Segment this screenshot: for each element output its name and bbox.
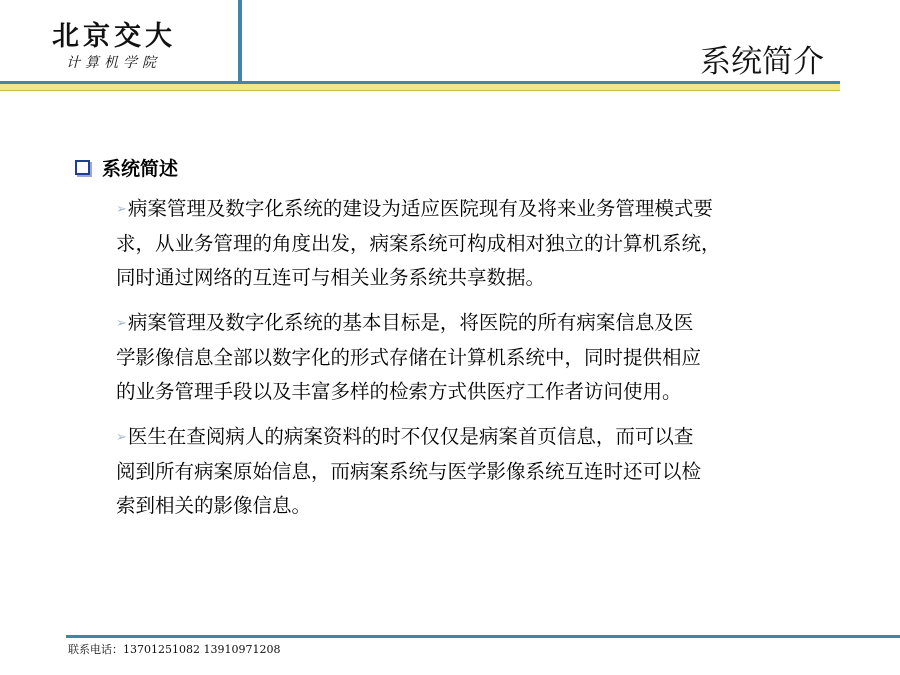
hollow-square-icon [75, 160, 90, 175]
paragraph [116, 192, 806, 295]
paragraph-line-text: 病案管理及数字化系统的基本目标是，将医院的所有病案信息及医 [127, 311, 694, 334]
header-divider-vertical [238, 0, 242, 82]
footer-divider [66, 635, 900, 638]
paragraph-line: 求，从业务管理的角度出发，病案系统可构成相对独立的计算机系统， [116, 232, 721, 255]
paragraph-line [116, 192, 806, 227]
paragraph-line: 阅到所有病案原始信息，而病案系统与医学影像系统互连时还可以检 [116, 460, 702, 483]
paragraph [116, 306, 806, 409]
section-heading: 系统简述 [102, 158, 179, 180]
paragraph [116, 420, 806, 523]
paragraph-line [116, 420, 806, 455]
paragraph-line-text: 医生在查阅病人的病案资料的时不仅仅是病案首页信息，而可以查 [127, 425, 694, 448]
footer-contact: 联系电话：13701251082 13910971208 [68, 643, 281, 656]
logo-subtitle: 计算机学院 [66, 55, 161, 71]
slide-title: 系统简介 [700, 44, 824, 80]
arrow-bullet-icon: ➢ [116, 202, 127, 217]
arrow-bullet-icon: ➢ [116, 430, 127, 445]
logo-title: 北京交大 [52, 21, 176, 52]
paragraph-line: 索到相关的影像信息。 [116, 494, 312, 517]
paragraph-line: 学影像信息全部以数字化的形式存储在计算机系统中，同时提供相应 [116, 346, 702, 369]
paragraph-line-text: 病案管理及数字化系统的建设为适应医院现有及将来业务管理模式要 [127, 197, 713, 220]
paragraph-line: 的业务管理手段以及丰富多样的检索方式供医疗工作者访问使用。 [116, 380, 682, 403]
header-divider-yellow [0, 84, 840, 91]
paragraph-line [116, 306, 806, 341]
paragraph-line: 同时通过网络的互连可与相关业务系统共享数据。 [116, 266, 546, 289]
arrow-bullet-icon: ➢ [116, 316, 127, 331]
